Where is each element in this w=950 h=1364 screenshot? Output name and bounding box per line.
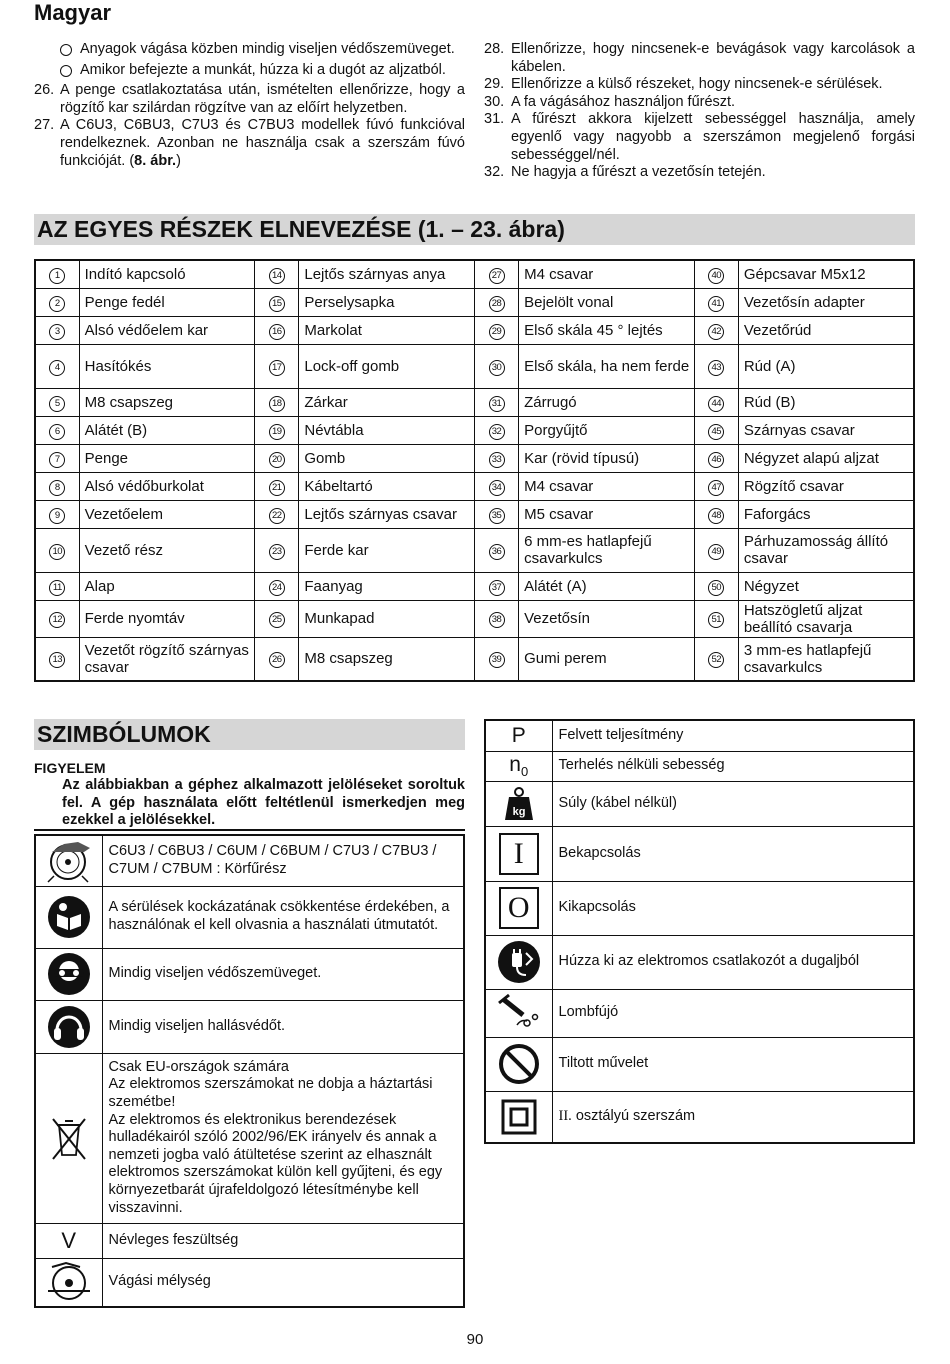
part-number-cell: [255, 260, 299, 288]
warning-heading: FIGYELEM: [34, 760, 106, 776]
parts-row: [35, 472, 914, 500]
safety-list-right: [484, 41, 915, 182]
part-number-cell: [474, 288, 518, 316]
parts-row: [35, 316, 914, 344]
part-number: 48: [708, 508, 724, 524]
part-number: 10: [49, 544, 65, 560]
part-label: Rúd (B): [738, 388, 914, 416]
parts-row: [35, 572, 914, 600]
part-number-cell: [35, 572, 79, 600]
symbol-description: A sérülések kockázatának csökkentése érdekében, a használónak el kell olvasnia a használati útmutatót.: [102, 886, 464, 948]
part-number: 36: [489, 544, 505, 560]
symbol-row: [35, 1258, 464, 1307]
symbol-row: [35, 835, 464, 886]
part-number-cell: [474, 472, 518, 500]
part-label: Szárnyas csavar: [738, 416, 914, 444]
part-number-cell: [35, 500, 79, 528]
part-label: Hatszögletű aljzat beállító csavarja: [738, 600, 914, 637]
list-item: [34, 82, 465, 117]
part-number: 49: [708, 544, 724, 560]
class-ii-text: osztályú szerszám: [571, 1107, 696, 1124]
part-number-cell: [694, 316, 738, 344]
part-number: 24: [269, 580, 285, 596]
part-number-cell: [255, 388, 299, 416]
part-number: 13: [49, 652, 65, 668]
symbol-description: Vágási mélység: [102, 1258, 464, 1307]
part-number-cell: [474, 260, 518, 288]
part-number: 5: [49, 396, 65, 412]
part-number: 11: [49, 580, 65, 596]
class-ii-icon: [485, 1091, 552, 1143]
part-label: Indító kapcsoló: [79, 260, 255, 288]
part-label: Faforgács: [738, 500, 914, 528]
part-label: Markolat: [299, 316, 475, 344]
prohibited-icon: [485, 1037, 552, 1091]
part-number-cell: [255, 472, 299, 500]
ear-protection-icon: [35, 1000, 102, 1053]
symbol-row: [485, 935, 914, 989]
part-number: 33: [489, 452, 505, 468]
part-label: M4 csavar: [519, 472, 695, 500]
part-number-cell: [474, 500, 518, 528]
figure-reference: 8. ábr.: [134, 152, 177, 169]
part-number: 38: [489, 612, 505, 628]
parts-row: [35, 344, 914, 388]
part-label: M8 csapszeg: [79, 388, 255, 416]
parts-row: [35, 600, 914, 637]
part-number-cell: [255, 416, 299, 444]
list-item-text: Anyagok vágása közben mindig viseljen védőszemüveget.: [80, 41, 455, 57]
part-number-cell: [694, 444, 738, 472]
part-number: 9: [49, 508, 65, 524]
part-number-cell: [474, 637, 518, 681]
part-label: Lejtős szárnyas anya: [299, 260, 475, 288]
part-label: Penge: [79, 444, 255, 472]
page-number: 90: [466, 1331, 484, 1348]
divider: [34, 829, 465, 831]
no-load-speed-subscript: 0: [520, 764, 529, 780]
part-label: Kar (rövid típusú): [519, 444, 695, 472]
part-number-cell: [255, 637, 299, 681]
part-number: 4: [49, 360, 65, 376]
part-label: Ferde kar: [299, 528, 475, 572]
part-number: 31: [489, 396, 505, 412]
parts-row: [35, 388, 914, 416]
parts-row: [35, 288, 914, 316]
part-number: 3: [49, 324, 65, 340]
part-label: Első skála 45 ° lejtés: [519, 316, 695, 344]
symbol-row: [485, 826, 914, 881]
weee-bin-icon: [35, 1053, 102, 1223]
parts-row: [35, 416, 914, 444]
list-item: [34, 62, 465, 83]
list-item: [484, 111, 915, 164]
parts-row: [35, 637, 914, 681]
part-number-cell: [694, 260, 738, 288]
symbol-description: Bekapcsolás: [552, 826, 914, 881]
read-manual-icon: [35, 886, 102, 948]
part-number-cell: [694, 600, 738, 637]
part-number: 32: [489, 424, 505, 440]
part-label: Vezetőelem: [79, 500, 255, 528]
part-label: Alátét (B): [79, 416, 255, 444]
part-number: 2: [49, 296, 65, 312]
part-label: Négyzet: [738, 572, 914, 600]
part-number: 20: [269, 452, 285, 468]
symbol-row: [35, 1223, 464, 1258]
parts-section-title: AZ EGYES RÉSZEK ELNEVEZÉSE (1. – 23. ábra): [34, 214, 915, 245]
class-ii-mark: II.: [558, 1107, 572, 1124]
list-item-number: 26.: [34, 82, 55, 99]
part-label: Penge fedél: [79, 288, 255, 316]
part-number-cell: [35, 600, 79, 637]
part-number-cell: [35, 416, 79, 444]
part-label: Négyzet alapú aljzat: [738, 444, 914, 472]
symbol-row: [35, 1000, 464, 1053]
symbol-row: [485, 1037, 914, 1091]
part-number: 40: [708, 268, 724, 284]
part-number-cell: [35, 637, 79, 681]
part-number-cell: [35, 288, 79, 316]
list-item-text-end: ): [176, 152, 181, 169]
part-label: Gumi perem: [519, 637, 695, 681]
symbols-table-left: [34, 834, 465, 1308]
language-title: Magyar: [34, 0, 112, 25]
list-item-text: Ne hagyja a fűrészt a vezetősín tetején.: [511, 164, 766, 181]
part-label: Zárrugó: [519, 388, 695, 416]
part-number: 43: [708, 360, 724, 376]
weight-kg-label: kg: [512, 805, 526, 818]
part-number-cell: [474, 344, 518, 388]
list-item-number: 28.: [484, 41, 505, 57]
symbol-description: C6U3 / C6BU3 / C6UM / C6BUM / C7U3 / C7BU3 / C7UM / C7BUM : Körfűrész: [102, 835, 464, 886]
part-label: Ferde nyomtáv: [79, 600, 255, 637]
symbol-row: [35, 1053, 464, 1223]
part-number: 26: [269, 652, 285, 668]
part-number-cell: [255, 444, 299, 472]
symbol-description: Súly (kábel nélkül): [552, 781, 914, 826]
list-item-text: Ellenőrizze, hogy nincsenek-e bevágások vagy karcolások a kábelen.: [511, 41, 915, 75]
list-item: [484, 41, 915, 76]
safety-goggles-icon: [35, 948, 102, 1000]
no-load-speed-glyph: n: [509, 752, 521, 776]
part-number: 12: [49, 612, 65, 628]
part-label: Vezetősín adapter: [738, 288, 914, 316]
symbol-description: Kikapcsolás: [552, 881, 914, 935]
part-number-cell: [255, 316, 299, 344]
part-label: Munkapad: [299, 600, 475, 637]
circular-saw-icon: [35, 835, 102, 886]
list-item-number: 27.: [34, 117, 55, 134]
part-label: Első skála, ha nem ferde: [519, 344, 695, 388]
part-number: 50: [708, 580, 724, 596]
list-item-text: A fa vágásához használjon fűrészt.: [511, 93, 736, 110]
part-label: Vezetőt rögzítő szárnyas csavar: [79, 637, 255, 681]
part-number: 1: [49, 268, 65, 284]
part-number: 16: [269, 324, 285, 340]
symbol-description: Húzza ki az elektromos csatlakozót a dugaljból: [552, 935, 914, 989]
part-label: Rúd (A): [738, 344, 914, 388]
symbol-row: [485, 881, 914, 935]
part-number: 46: [708, 452, 724, 468]
safety-list-left: [34, 41, 465, 170]
power-p-icon: P: [485, 720, 552, 751]
part-label: Lock-off gomb: [299, 344, 475, 388]
parts-row: [35, 444, 914, 472]
part-number-cell: [474, 528, 518, 572]
list-item-text-main: A C6U3, C6BU3, C7U3 és C7BU3 modellek fúvó funkcióval rendelkeznek. Azonban ne használja csak a szerszám fúvó funkcióját. (: [60, 117, 465, 169]
warning-text: Az alábbiakban a géphez alkalmazott jelöléseket soroltuk fel. A gép használata előtt feltétlenül ismerkedjen meg ezekkel a jelölésekkel.: [62, 777, 465, 829]
part-number-cell: [255, 288, 299, 316]
part-number: 47: [708, 480, 724, 496]
part-number-cell: [474, 388, 518, 416]
list-item: [484, 164, 915, 182]
part-number-cell: [35, 316, 79, 344]
part-number-cell: [694, 572, 738, 600]
circle-bullet-icon: [60, 62, 80, 83]
part-label: Faanyag: [299, 572, 475, 600]
part-label: Alsó védőburkolat: [79, 472, 255, 500]
part-label: Kábeltartó: [299, 472, 475, 500]
part-number: 8: [49, 480, 65, 496]
list-item: [34, 41, 465, 62]
part-number: 19: [269, 424, 285, 440]
part-number: 30: [489, 360, 505, 376]
part-number: 27: [489, 268, 505, 284]
part-number-cell: [694, 344, 738, 388]
part-number: 7: [49, 452, 65, 468]
parts-row: [35, 260, 914, 288]
part-number-cell: [255, 572, 299, 600]
part-label: 3 mm-es hatlapfejű csavarkulcs: [738, 637, 914, 681]
part-number-cell: [694, 288, 738, 316]
part-number: 42: [708, 324, 724, 340]
part-number: 21: [269, 480, 285, 496]
symbol-description: Csak EU-országok számára Az elektromos szerszámokat ne dobja a háztartási szemétbe! Az elektromos és elektronikus berendezések hulladékairól szóló 2002/96/EK irányelv és annak a nemzeti jogba való átültetése szerint az elhasznált elektromos szerszámokat külön kell gyűjteni, és egy környezetbarát újrafeldolgozó létesítménybe kell visszavinni.: [102, 1053, 464, 1223]
part-label: Vezető rész: [79, 528, 255, 572]
part-label: Porgyűjtő: [519, 416, 695, 444]
part-label: M8 csapszeg: [299, 637, 475, 681]
part-label: Vezetőrúd: [738, 316, 914, 344]
part-label: M4 csavar: [519, 260, 695, 288]
part-number: 14: [269, 268, 285, 284]
part-label: Alap: [79, 572, 255, 600]
part-number-cell: [474, 600, 518, 637]
part-number: 41: [708, 296, 724, 312]
switch-on-icon: [485, 826, 552, 881]
part-label: Párhuzamosság állító csavar: [738, 528, 914, 572]
part-number-cell: [35, 444, 79, 472]
part-number: 29: [489, 324, 505, 340]
list-item-number: 29.: [484, 76, 505, 93]
voltage-v-icon: V: [35, 1223, 102, 1258]
part-number-cell: [35, 260, 79, 288]
symbol-row: [35, 886, 464, 948]
list-item-number: 31.: [484, 111, 505, 128]
part-label: Hasítókés: [79, 344, 255, 388]
list-item-text: [60, 117, 465, 170]
symbol-row: [485, 989, 914, 1037]
part-number: 28: [489, 296, 505, 312]
part-number-cell: [255, 600, 299, 637]
switch-on-glyph: I: [499, 833, 539, 875]
list-item-text: A fűrészt akkora kijelzett sebességgel használja, amely egyenlő vagy nagyobb a szerszámon megjelenő forgási sebességgel/nél.: [511, 111, 915, 163]
symbol-description: Mindig viseljen védőszemüveget.: [102, 948, 464, 1000]
symbol-row: [485, 720, 914, 751]
part-label: 6 mm-es hatlapfejű csavarkulcs: [519, 528, 695, 572]
symbol-description: Lombfújó: [552, 989, 914, 1037]
part-number: 6: [49, 424, 65, 440]
symbol-row: [485, 781, 914, 826]
symbol-row: [35, 948, 464, 1000]
symbol-description: Felvett teljesítmény: [552, 720, 914, 751]
parts-row: [35, 528, 914, 572]
part-label: Alátét (A): [519, 572, 695, 600]
list-item-text: Amikor befejezte a munkát, húzza ki a dugót az aljzatból.: [80, 61, 446, 78]
part-number-cell: [255, 528, 299, 572]
circle-bullet-icon: [60, 41, 80, 62]
part-number: 17: [269, 360, 285, 376]
part-number-cell: [694, 528, 738, 572]
part-number-cell: [35, 472, 79, 500]
part-number-cell: [474, 444, 518, 472]
part-number: 52: [708, 652, 724, 668]
part-label: Zárkar: [299, 388, 475, 416]
list-item-text: A penge csatlakoztatása után, ismételten ellenőrizze, hogy a rögzítő kar szilárdan rögzítve van az előírt helyzetben.: [60, 82, 465, 116]
part-number-cell: [255, 344, 299, 388]
parts-row: [35, 500, 914, 528]
list-item: [34, 117, 465, 170]
part-label: Alsó védőelem kar: [79, 316, 255, 344]
part-label: Perselysapka: [299, 288, 475, 316]
part-number-cell: [474, 416, 518, 444]
part-number-cell: [35, 344, 79, 388]
switch-off-icon: [485, 881, 552, 935]
part-label: Bejelölt vonal: [519, 288, 695, 316]
part-number-cell: [694, 500, 738, 528]
no-load-speed-icon: [485, 751, 552, 781]
part-label: Gomb: [299, 444, 475, 472]
symbol-description: Tiltott művelet: [552, 1037, 914, 1091]
list-item-text: Ellenőrizze a külső részeket, hogy nincsenek-e sérülések.: [511, 76, 883, 93]
list-item: [484, 76, 915, 94]
part-label: Vezetősín: [519, 600, 695, 637]
part-number-cell: [694, 637, 738, 681]
part-label: Gépcsavar M5x12: [738, 260, 914, 288]
switch-off-glyph: O: [499, 887, 539, 929]
part-label: Névtábla: [299, 416, 475, 444]
symbols-table-right: [484, 719, 915, 1144]
leaf-blower-icon: [485, 989, 552, 1037]
part-number: 37: [489, 580, 505, 596]
part-label: Lejtős szárnyas csavar: [299, 500, 475, 528]
part-number: 35: [489, 508, 505, 524]
part-number-cell: [474, 316, 518, 344]
part-number: 39: [489, 652, 505, 668]
part-number: 23: [269, 544, 285, 560]
part-number: 45: [708, 424, 724, 440]
parts-table: [34, 259, 915, 682]
part-label: M5 csavar: [519, 500, 695, 528]
unplug-icon: [485, 935, 552, 989]
part-number: 25: [269, 612, 285, 628]
part-label: Rögzítő csavar: [738, 472, 914, 500]
part-number: 15: [269, 296, 285, 312]
list-item: [484, 94, 915, 112]
part-number-cell: [255, 500, 299, 528]
symbol-description: Névleges feszültség: [102, 1223, 464, 1258]
cutting-depth-icon: [35, 1258, 102, 1307]
part-number-cell: [35, 528, 79, 572]
part-number: 22: [269, 508, 285, 524]
symbol-description: [552, 1091, 914, 1143]
part-number-cell: [694, 416, 738, 444]
part-number: 34: [489, 480, 505, 496]
part-number: 18: [269, 396, 285, 412]
list-item-number: 32.: [484, 164, 505, 181]
symbol-description: Mindig viseljen hallásvédőt.: [102, 1000, 464, 1053]
symbol-description: Terhelés nélküli sebesség: [552, 751, 914, 781]
symbol-row: [485, 751, 914, 781]
part-number-cell: [694, 388, 738, 416]
part-number-cell: [694, 472, 738, 500]
part-number-cell: [474, 572, 518, 600]
symbol-row: [485, 1091, 914, 1143]
part-number: 44: [708, 396, 724, 412]
part-number-cell: [35, 388, 79, 416]
symbols-section-title: SZIMBÓLUMOK: [34, 719, 465, 750]
weight-kg-icon: [485, 781, 552, 826]
part-number: 51: [708, 612, 724, 628]
list-item-number: 30.: [484, 93, 505, 110]
